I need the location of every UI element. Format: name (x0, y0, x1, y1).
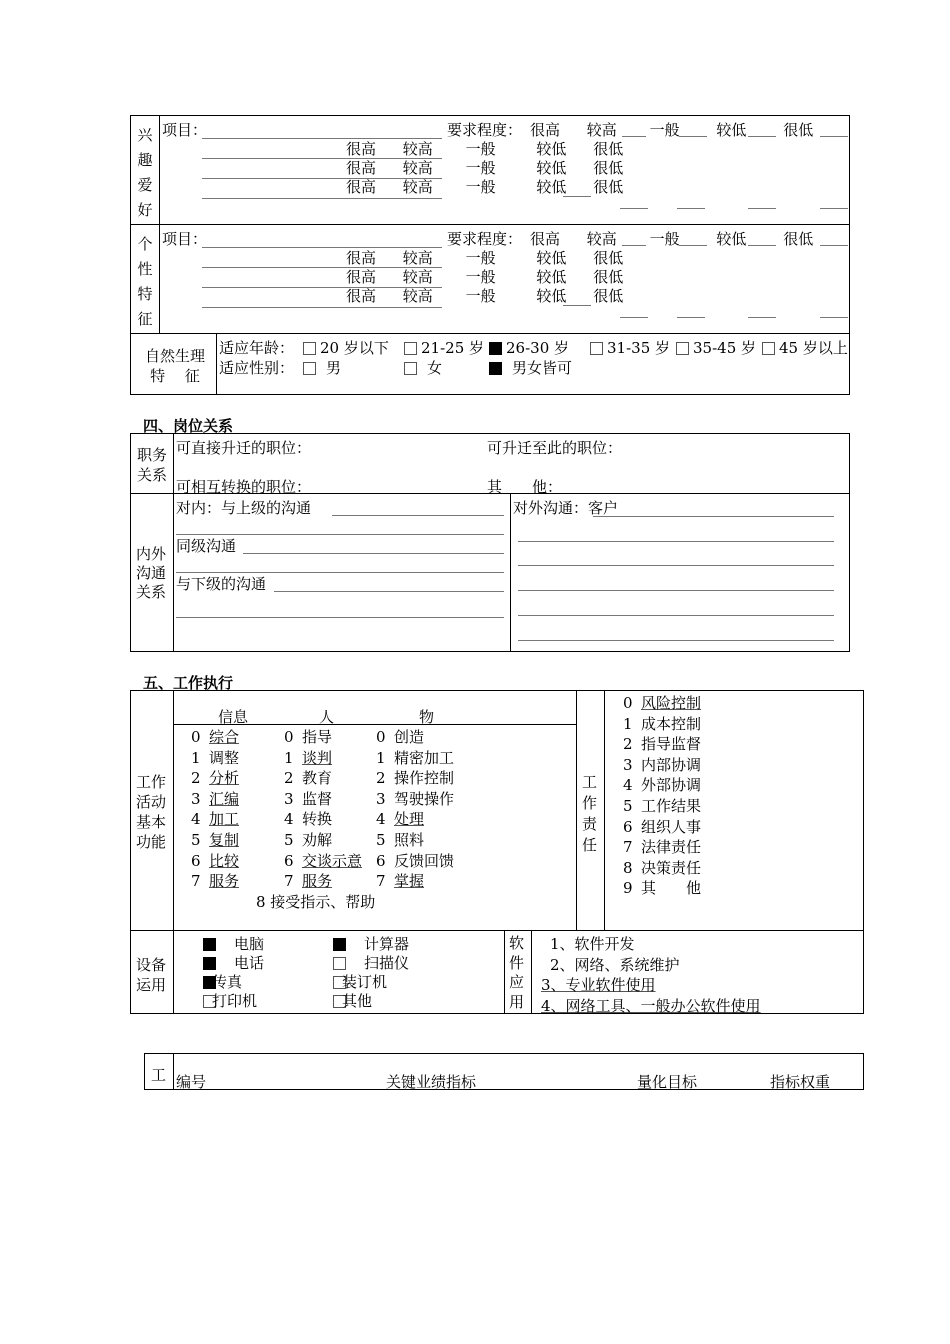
things-function-item-number: 4 (376, 810, 386, 829)
section5-title: 五、工作执行 (143, 674, 234, 692)
responsibility-item (623, 734, 701, 755)
duty-label: 职务关系 (137, 446, 168, 484)
responsibility-item-number: 8 (623, 858, 633, 877)
info-function-item-number: 1 (191, 748, 201, 767)
kpi-header-weight: 指标权重 (770, 1073, 831, 1091)
things-function-item (376, 768, 454, 789)
checkbox-icon[interactable] (404, 362, 417, 375)
info-function-item (191, 851, 239, 872)
responsibility-item-label: 成本控制 (641, 714, 702, 733)
external-field[interactable]: 对外沟通：客户 (513, 499, 619, 517)
responsibility-item-label: 法律责任 (641, 838, 702, 857)
promote-to-field[interactable]: 可直接升迁的职位： (176, 439, 312, 457)
gender-option-female[interactable]: 女 (404, 357, 442, 378)
internal-superior-field[interactable]: 对内：与上级的沟通 (176, 499, 312, 517)
equip-label: 设备运用 (136, 956, 167, 994)
execution-col-divider (576, 690, 577, 930)
kpi-header-indicator: 关键业绩指标 (386, 1073, 477, 1091)
people-function-item-number: 6 (284, 851, 294, 870)
equip-printer[interactable]: 打印机 (203, 990, 257, 1011)
equip-computer[interactable]: 电脑 (203, 933, 264, 954)
responsibility-item-label: 内部协调 (641, 755, 702, 774)
interest-level-row: 很高 较高 一般 较低 很低 (346, 159, 624, 177)
checkbox-icon[interactable] (590, 342, 603, 355)
people-function-list (284, 727, 362, 892)
software-item-2: 2、网络、系统维护 (550, 956, 680, 974)
personality-level-header: 很高 较高 一般 较低 很低 (530, 230, 814, 248)
responsibility-item (623, 755, 701, 776)
things-function-item-number: 7 (376, 872, 386, 891)
checkbox-checked-icon[interactable] (333, 938, 346, 951)
physio-col-divider (216, 333, 217, 395)
interest-item-label: 项目： (162, 121, 208, 139)
equip-fax[interactable]: 传真 (203, 971, 242, 992)
people-function-item-number: 3 (284, 789, 294, 808)
execution-col-divider (604, 690, 605, 930)
requirements-row-divider (130, 333, 850, 334)
relation-inner-divider (510, 493, 511, 652)
gender-label: 适应性别： (219, 359, 295, 377)
things-function-item (376, 789, 454, 810)
things-function-item-label: 处理 (394, 810, 425, 829)
info-function-item (191, 830, 239, 851)
people-function-item (284, 727, 362, 748)
people-function-item-number: 4 (284, 810, 294, 829)
responsibility-item-label: 其 他 (641, 879, 702, 898)
responsibility-item (623, 693, 701, 714)
responsibility-item-label: 工作结果 (641, 796, 702, 815)
people-function-item (284, 809, 362, 830)
things-function-item-label: 精密加工 (394, 748, 455, 767)
people-function-item-number: 2 (284, 769, 294, 788)
level-very-low: 很低 (783, 121, 814, 139)
people-function-item-number: 0 (284, 728, 294, 746)
col-header-people: 人 (319, 708, 335, 726)
software-item-1: 1、软件开发 (550, 935, 635, 953)
kpi-header-number: 编号 (176, 1073, 207, 1091)
info-function-item (191, 727, 239, 748)
software-item-3: 3、专业软件使用 (541, 976, 656, 994)
people-function-item-label: 交谈示意 (302, 851, 363, 870)
checkbox-icon[interactable] (303, 342, 316, 355)
kpi-table (144, 1053, 864, 1090)
things-function-item-label: 照料 (394, 830, 425, 849)
physio-label: 自然生理 特 征 (144, 347, 205, 385)
func-extra: 8 接受指示、帮助 (256, 893, 376, 911)
responsibility-item (623, 817, 701, 838)
relation-table (130, 433, 850, 652)
personality-level-row: 很高 较高 一般 较低 很低 (346, 268, 624, 286)
checkbox-icon[interactable] (303, 362, 316, 375)
responsibility-item-label: 组织人事 (641, 817, 702, 836)
people-function-item-label: 指导 (302, 728, 333, 746)
things-function-item-label: 驾驶操作 (394, 789, 455, 808)
info-function-item-label: 加工 (209, 810, 240, 829)
level-mid: 一般 (649, 121, 680, 139)
responsibility-item-label: 外部协调 (641, 776, 702, 795)
checkbox-icon[interactable] (333, 957, 346, 970)
gender-option-male[interactable]: 男 (303, 357, 341, 378)
equip-scanner[interactable]: 扫描仪 (333, 952, 409, 973)
info-function-item-number: 7 (191, 872, 201, 891)
resp-label: 工作责任 (582, 773, 598, 854)
checkbox-checked-icon[interactable] (489, 362, 502, 375)
info-function-list (191, 727, 239, 892)
info-function-item (191, 809, 239, 830)
responsibility-item (623, 775, 701, 796)
responsibility-item-number: 6 (623, 817, 633, 836)
level-low: 较低 (716, 121, 747, 139)
checkbox-icon[interactable] (404, 342, 417, 355)
kpi-side-label: 工 (151, 1066, 167, 1084)
internal-peer-field[interactable]: 同级沟通 (176, 537, 237, 555)
checkbox-checked-icon[interactable] (203, 938, 216, 951)
responsibility-item-number: 9 (623, 879, 633, 898)
people-function-item (284, 830, 362, 851)
interest-label: 兴趣爱好 (137, 126, 153, 219)
things-function-item (376, 851, 454, 872)
people-function-item (284, 871, 362, 892)
checkbox-icon[interactable] (676, 342, 689, 355)
software-col-divider (531, 930, 532, 1014)
things-function-item-number: 2 (376, 769, 386, 788)
level-very-high: 很高 (530, 121, 561, 139)
section4-title: 四、岗位关系 (143, 417, 234, 435)
people-function-item-number: 7 (284, 872, 294, 891)
requirements-row-divider (130, 224, 850, 225)
responsibility-item (623, 878, 701, 899)
things-function-item (376, 727, 454, 748)
personality-req-label: 要求程度： (447, 230, 523, 248)
age-option-45[interactable]: 45 岁以上 (762, 337, 848, 358)
info-function-item-number: 6 (191, 851, 201, 870)
people-function-item-label: 监督 (302, 789, 333, 808)
people-function-item-label: 劝解 (302, 830, 333, 849)
personality-level-row: 很高 较高 一般 较低 很低 (346, 249, 624, 267)
equip-calculator[interactable]: 计算器 (333, 933, 409, 954)
kpi-header-target: 量化目标 (637, 1073, 698, 1091)
equip-phone[interactable]: 电话 (203, 952, 264, 973)
equip-binder[interactable]: 装订机 (333, 971, 387, 992)
people-function-item (284, 789, 362, 810)
responsibility-item (623, 714, 701, 735)
responsibility-item (623, 837, 701, 858)
info-function-item-label: 比较 (209, 851, 240, 870)
personality-level-row: 很高 较高 一般 较低 很低 (346, 287, 624, 305)
info-function-item-number: 2 (191, 769, 201, 788)
people-function-item-label: 谈判 (302, 748, 333, 767)
responsibility-item (623, 858, 701, 879)
things-function-item-number: 3 (376, 789, 386, 808)
people-function-item-label: 转换 (302, 810, 333, 829)
software-col-divider (504, 930, 505, 1014)
responsibility-item-label: 指导监督 (641, 735, 702, 754)
things-function-item-number: 5 (376, 830, 386, 849)
age-option-21-25[interactable]: 21-25 岁 (404, 337, 484, 358)
info-function-item-number: 0 (191, 728, 201, 746)
things-function-list (376, 727, 454, 892)
responsibility-item-number: 5 (623, 796, 633, 815)
level-high: 较高 (586, 121, 617, 139)
responsibility-list (623, 693, 701, 899)
col-header-things: 物 (419, 708, 435, 726)
promote-from-field[interactable]: 可升迁至此的职位： (487, 439, 623, 457)
swap-field[interactable]: 可相互转换的职位： (176, 478, 312, 496)
info-function-item (191, 871, 239, 892)
info-function-item-number: 4 (191, 810, 201, 829)
people-function-item (284, 748, 362, 769)
people-function-item-label: 服务 (302, 872, 333, 891)
things-function-item-label: 操作控制 (394, 769, 455, 788)
things-function-item (376, 871, 454, 892)
execution-col-divider (173, 690, 174, 1014)
interest-level-row: 很高 较高 一般 较低 很低 (346, 140, 624, 158)
responsibility-item-number: 4 (623, 776, 633, 795)
things-function-item (376, 748, 454, 769)
age-option-31-35[interactable]: 31-35 岁 (590, 337, 670, 358)
info-function-item-label: 服务 (209, 872, 240, 891)
info-function-item-label: 调整 (209, 748, 240, 767)
people-function-item-number: 5 (284, 830, 294, 849)
info-function-item-number: 3 (191, 789, 201, 808)
people-function-item (284, 768, 362, 789)
responsibility-item-number: 1 (623, 714, 633, 733)
info-function-item-number: 5 (191, 830, 201, 849)
things-function-item-label: 反馈回馈 (394, 851, 455, 870)
personality-item-label: 项目： (162, 230, 208, 248)
equip-other[interactable]: 其他 (333, 990, 372, 1011)
info-function-item-label: 汇编 (209, 789, 240, 808)
things-function-item-label: 创造 (394, 728, 425, 746)
age-option-26-30[interactable]: 26-30 岁 (489, 337, 569, 358)
info-function-item-label: 复制 (209, 830, 240, 849)
age-label: 适应年龄： (219, 339, 295, 357)
responsibility-item-label: 风险控制 (641, 694, 702, 712)
software-item-4: 4、网络工具、一般办公软件使用 (541, 997, 761, 1015)
people-function-item-number: 1 (284, 748, 294, 767)
things-function-item (376, 830, 454, 851)
things-function-item-number: 0 (376, 728, 386, 746)
info-function-item (191, 748, 239, 769)
gender-option-both[interactable]: 男女皆可 (489, 357, 572, 378)
personality-label: 个性特征 (137, 235, 153, 328)
responsibility-item-number: 0 (623, 694, 633, 712)
internal-sub-field[interactable]: 与下级的沟通 (176, 575, 267, 593)
responsibility-item-number: 7 (623, 838, 633, 857)
checkbox-icon[interactable] (762, 342, 775, 355)
people-function-item-label: 教育 (302, 769, 333, 788)
responsibility-item-number: 2 (623, 735, 633, 754)
interest-level-row: 很高 较高 一般 较低 很低 (346, 178, 624, 196)
col-header-info: 信息 (218, 708, 249, 726)
things-function-item (376, 809, 454, 830)
responsibility-item-label: 决策责任 (641, 858, 702, 877)
people-function-item (284, 851, 362, 872)
age-option-20[interactable]: 20 岁以下 (303, 337, 389, 358)
age-option-35-45[interactable]: 35-45 岁 (676, 337, 756, 358)
comm-label: 内外沟通关系 (136, 545, 167, 601)
kpi-col-divider (173, 1053, 174, 1090)
responsibility-item (623, 796, 701, 817)
things-function-item-label: 掌握 (394, 872, 425, 891)
interest-req-label: 要求程度： (447, 121, 523, 139)
info-function-item (191, 768, 239, 789)
execution-row-divider (130, 930, 864, 931)
info-function-item-label: 综合 (209, 728, 240, 746)
info-function-item-label: 分析 (209, 769, 240, 788)
other-field[interactable]: 其 他： (487, 478, 563, 496)
responsibility-item-number: 3 (623, 755, 633, 774)
info-function-item (191, 789, 239, 810)
relation-col-divider (173, 433, 174, 652)
things-function-item-number: 1 (376, 748, 386, 767)
checkbox-checked-icon[interactable] (489, 342, 502, 355)
func-label: 工作活动基本功能 (136, 773, 167, 851)
things-function-item-number: 6 (376, 851, 386, 870)
checkbox-checked-icon[interactable] (203, 957, 216, 970)
software-label: 软件应用 (509, 934, 525, 1011)
